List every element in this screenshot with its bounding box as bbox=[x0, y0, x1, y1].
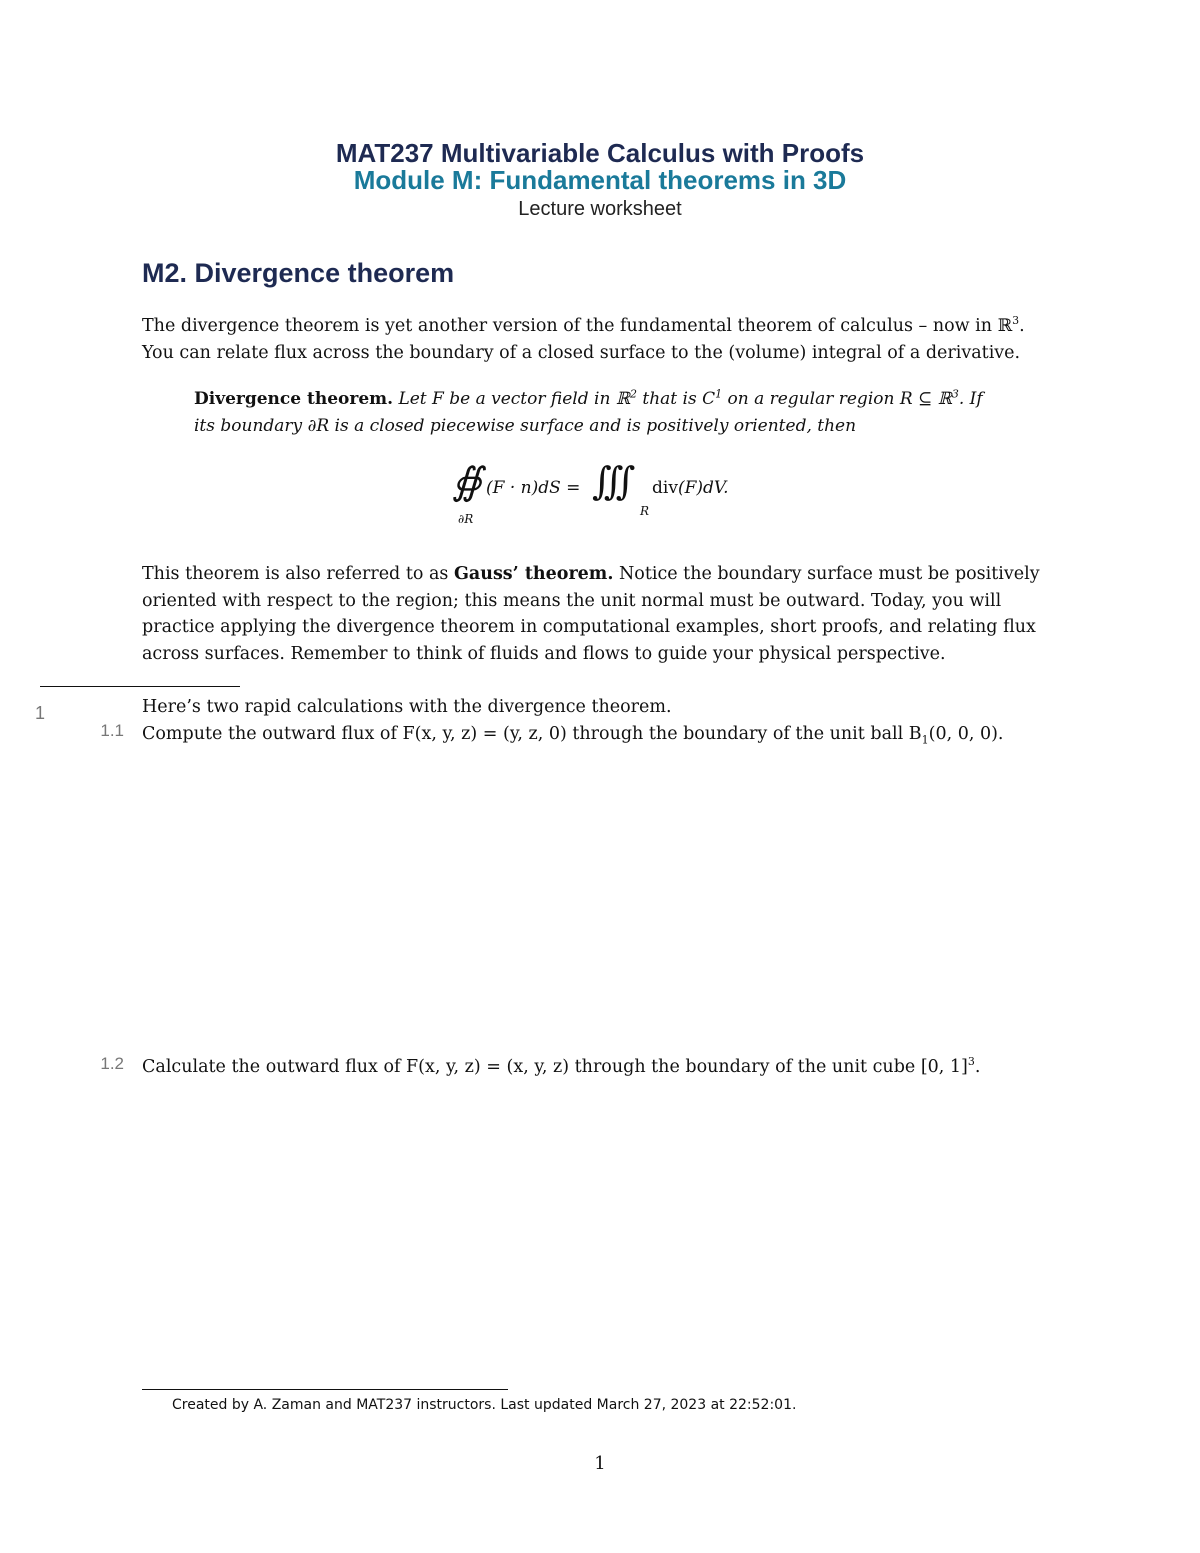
discussion-line-1: This theorem is also referred to as Gauss’ theorem. Notice the boundary surface must be positively bbox=[142, 564, 1040, 584]
page-number: 1 bbox=[594, 1453, 606, 1474]
part-1-1-text: Compute the outward flux of F(x, y, z) = (y, z, 0) through the boundary of the unit ball $B_1(0$, 0, 0). bbox=[142, 724, 1004, 747]
problem-number: 1 bbox=[34, 703, 45, 723]
intro-line-1: The divergence theorem is yet another version of the fundamental theorem of calculus – now in ℝ$^3$. bbox=[142, 314, 1025, 336]
intro-line-2: You can relate flux across the boundary of a closed surface to the (volume) integral of a derivative. bbox=[142, 342, 1021, 363]
footnote-rule bbox=[142, 1389, 508, 1390]
equation-lhs: (F · n)dS = bbox=[486, 478, 581, 498]
theorem-line-1: Divergence theorem. Let F be a vector field in ℝ$^2$ that is $C^1$ on a regular region R ⊆ ℝ$^3$. If bbox=[194, 387, 983, 409]
surface-integral-domain: ∂R bbox=[458, 512, 474, 526]
divergence-equation bbox=[452, 456, 772, 526]
theorem-statement bbox=[194, 386, 1054, 439]
section-title: M2. Divergence theorem bbox=[142, 258, 455, 288]
footnote: Created by A. Zaman and MAT237 instructors. Last updated March 27, 2023 at 22:52:01. bbox=[172, 1397, 797, 1413]
module-title: Module M: Fundamental theorems in 3D bbox=[353, 165, 847, 195]
discussion-paragraph bbox=[142, 561, 1062, 667]
part-1-1-number: 1.1 bbox=[100, 721, 124, 740]
part-1-2-text: Calculate the outward flux of F(x, y, z) = (x, y, z) through the boundary of the unit cube [0, 1]$^3$. bbox=[142, 1055, 981, 1077]
discussion-line-3: practice applying the divergence theorem in computational examples, short proofs, and relating flux bbox=[142, 617, 1036, 637]
worksheet-subtitle: Lecture worksheet bbox=[518, 198, 682, 220]
theorem-line-2: its boundary ∂R is a closed piecewise surface and is positively oriented, then bbox=[194, 415, 857, 436]
surface-integral-sign: ∯ bbox=[452, 459, 482, 503]
problem-divider bbox=[40, 686, 240, 687]
discussion-line-2: oriented with respect to the region; this means the unit normal must be outward. Today, you will bbox=[142, 590, 1002, 611]
discussion-line-4: across surfaces. Remember to think of fluids and flows to guide your physical perspective. bbox=[142, 643, 946, 664]
intro-paragraph bbox=[142, 313, 1062, 366]
part-1-2-number: 1.2 bbox=[100, 1054, 124, 1073]
problem-intro: Here’s two rapid calculations with the divergence theorem. bbox=[142, 697, 672, 717]
course-title: MAT237 Multivariable Calculus with Proofs bbox=[335, 138, 865, 168]
triple-integral-sign: ∫∫∫ bbox=[592, 459, 628, 503]
theorem-name: Divergence theorem. bbox=[194, 389, 394, 409]
triple-integral-domain: R bbox=[640, 504, 650, 518]
equation-rhs: div(F)dV. bbox=[652, 478, 729, 498]
